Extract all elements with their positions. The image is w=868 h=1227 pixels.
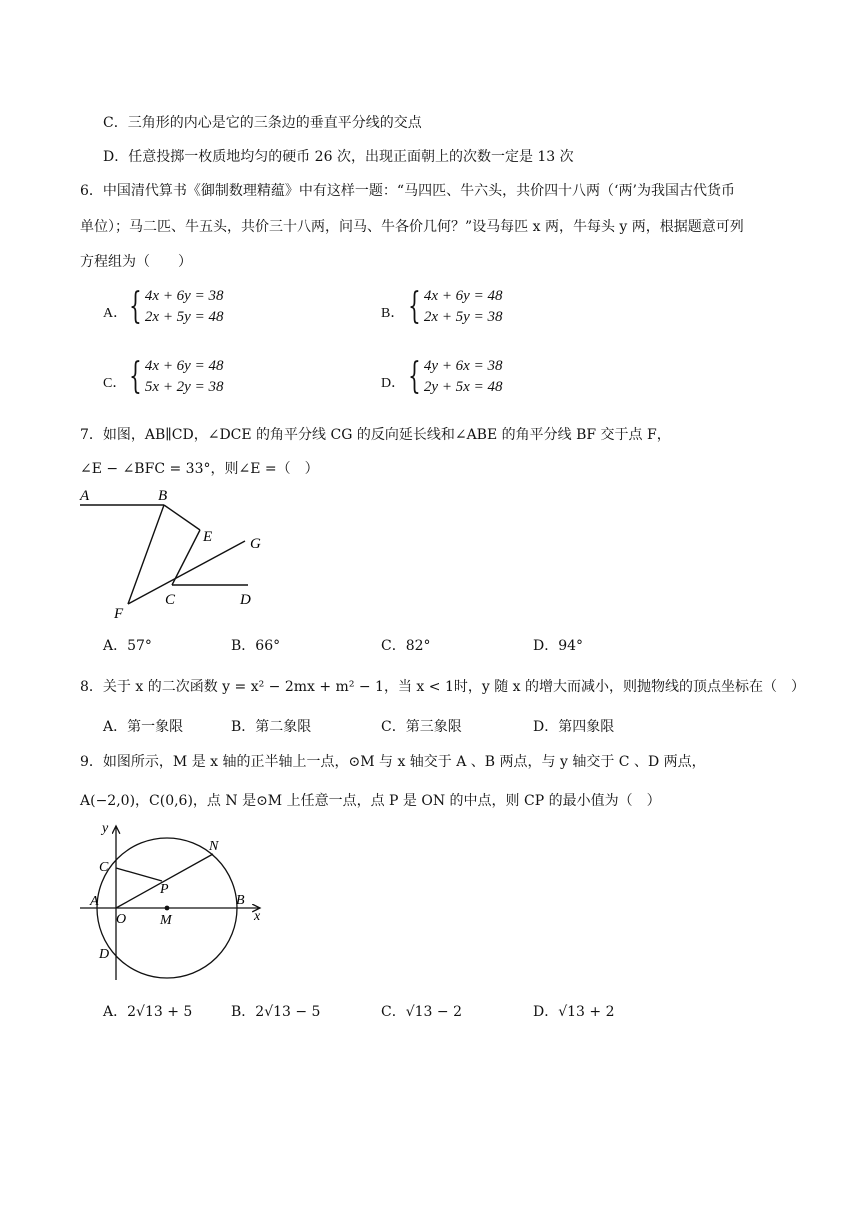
equation-2: 2x + 5y = 48 bbox=[144, 309, 224, 325]
q7-stem-line2: ∠E − ∠BFC = 33°，则∠E =（ ） bbox=[80, 461, 319, 477]
q7-option-c: C．82° bbox=[381, 638, 431, 654]
q9-stem-line2: A(−2,0)，C(0,6)，点 N 是⊙M 上任意一点，点 P 是 ON 的中点，则 CP 的最小值为（ ） bbox=[80, 793, 661, 809]
q8-stem: 8．关于 x 的二次函数 y = x² − 2mx + m² − 1，当 x < 1时，y 随 x 的增大而减小，则抛物线的顶点坐标在（ ） bbox=[80, 679, 806, 695]
label-m: M bbox=[160, 913, 172, 928]
line-fg bbox=[128, 541, 245, 604]
label-b: B bbox=[158, 488, 168, 504]
equation-1: 4x + 6y = 38 bbox=[144, 288, 224, 304]
q9-option-b: B．2√13 − 5 bbox=[231, 1004, 321, 1020]
q8-option-d: D．第四象限 bbox=[533, 719, 615, 735]
equation-2: 2x + 5y = 38 bbox=[423, 309, 503, 325]
label-a: A bbox=[80, 488, 90, 504]
label-p: P bbox=[160, 882, 169, 897]
line-cp bbox=[116, 868, 162, 881]
label-o: O bbox=[116, 912, 127, 927]
brace-icon: { bbox=[408, 286, 421, 327]
q8-option-a: A．第一象限 bbox=[103, 719, 184, 735]
q6-stem-line2: 单位）；马二匹、牛五头，共价三十八两，问马、牛各价几何？”设马每匹 x 两，牛每头 y 两，根据题意可列 bbox=[80, 219, 744, 235]
equation-1: 4x + 6y = 48 bbox=[423, 288, 503, 304]
label-c: C bbox=[99, 860, 109, 875]
q9-option-c: C．√13 − 2 bbox=[381, 1004, 462, 1020]
option-label: D． bbox=[381, 376, 406, 391]
line-be bbox=[164, 505, 200, 530]
equation-system bbox=[403, 288, 502, 326]
line-bf bbox=[128, 505, 164, 604]
equation-system bbox=[124, 288, 223, 326]
label-b: B bbox=[236, 893, 245, 908]
equation-2: 5x + 2y = 38 bbox=[144, 379, 224, 395]
q6-stem-line3: 方程组为（ ） bbox=[80, 254, 192, 270]
q8-option-b: B．第二象限 bbox=[231, 719, 312, 735]
q7-geometry-figure bbox=[72, 484, 282, 624]
brace-icon: { bbox=[129, 286, 142, 327]
equation-system bbox=[124, 358, 223, 396]
line-ec bbox=[172, 530, 200, 585]
equation-1: 4x + 6y = 48 bbox=[144, 358, 224, 374]
equation-1: 4y + 6x = 38 bbox=[423, 358, 503, 374]
label-g: G bbox=[250, 536, 261, 552]
q7-option-b: B．66° bbox=[231, 638, 281, 654]
label-c: C bbox=[165, 592, 176, 608]
equation-2: 2y + 5x = 48 bbox=[423, 379, 503, 395]
option-label: A． bbox=[103, 306, 128, 321]
label-x: x bbox=[254, 909, 261, 924]
q5-option-c: C．三角形的内心是它的三条边的垂直平分线的交点 bbox=[103, 115, 422, 131]
brace-icon: { bbox=[408, 356, 421, 397]
q9-circle-figure bbox=[78, 820, 278, 990]
label-a: A bbox=[90, 894, 99, 909]
q7-option-d: D．94° bbox=[533, 638, 584, 654]
equation-system bbox=[403, 358, 502, 396]
q9-option-a: A．2√13 + 5 bbox=[103, 1004, 193, 1020]
q8-option-c: C．第三象限 bbox=[381, 719, 462, 735]
brace-icon: { bbox=[129, 356, 142, 397]
label-d: D bbox=[99, 947, 110, 962]
q9-stem-line1: 9．如图所示，M 是 x 轴的正半轴上一点，⊙M 与 x 轴交于 A 、B 两点，与 y 轴交于 C 、D 两点， bbox=[80, 754, 706, 770]
q6-stem-line1: 6．中国清代算书《御制数理精蕴》中有这样一题：“马四匹、牛六头，共价四十八两（‘两’为我国古代货币 bbox=[80, 183, 735, 199]
label-n: N bbox=[209, 839, 219, 854]
center-point-m bbox=[165, 906, 170, 911]
label-f: F bbox=[114, 606, 124, 622]
label-y: y bbox=[102, 821, 109, 836]
label-d: D bbox=[240, 592, 251, 608]
option-label: C． bbox=[103, 376, 127, 391]
option-label: B． bbox=[381, 306, 405, 321]
q7-option-a: A．57° bbox=[103, 638, 152, 654]
label-e: E bbox=[203, 529, 213, 545]
line-on bbox=[116, 854, 213, 908]
q7-stem-line1: 7．如图，AB∥CD，∠DCE 的角平分线 CG 的反向延长线和∠ABE 的角平分线 BF 交于点 F， bbox=[80, 427, 671, 443]
q5-option-d: D．任意投掷一枚质地均匀的硬币 26 次，出现正面朝上的次数一定是 13 次 bbox=[103, 149, 574, 165]
q9-option-d: D．√13 + 2 bbox=[533, 1004, 615, 1020]
